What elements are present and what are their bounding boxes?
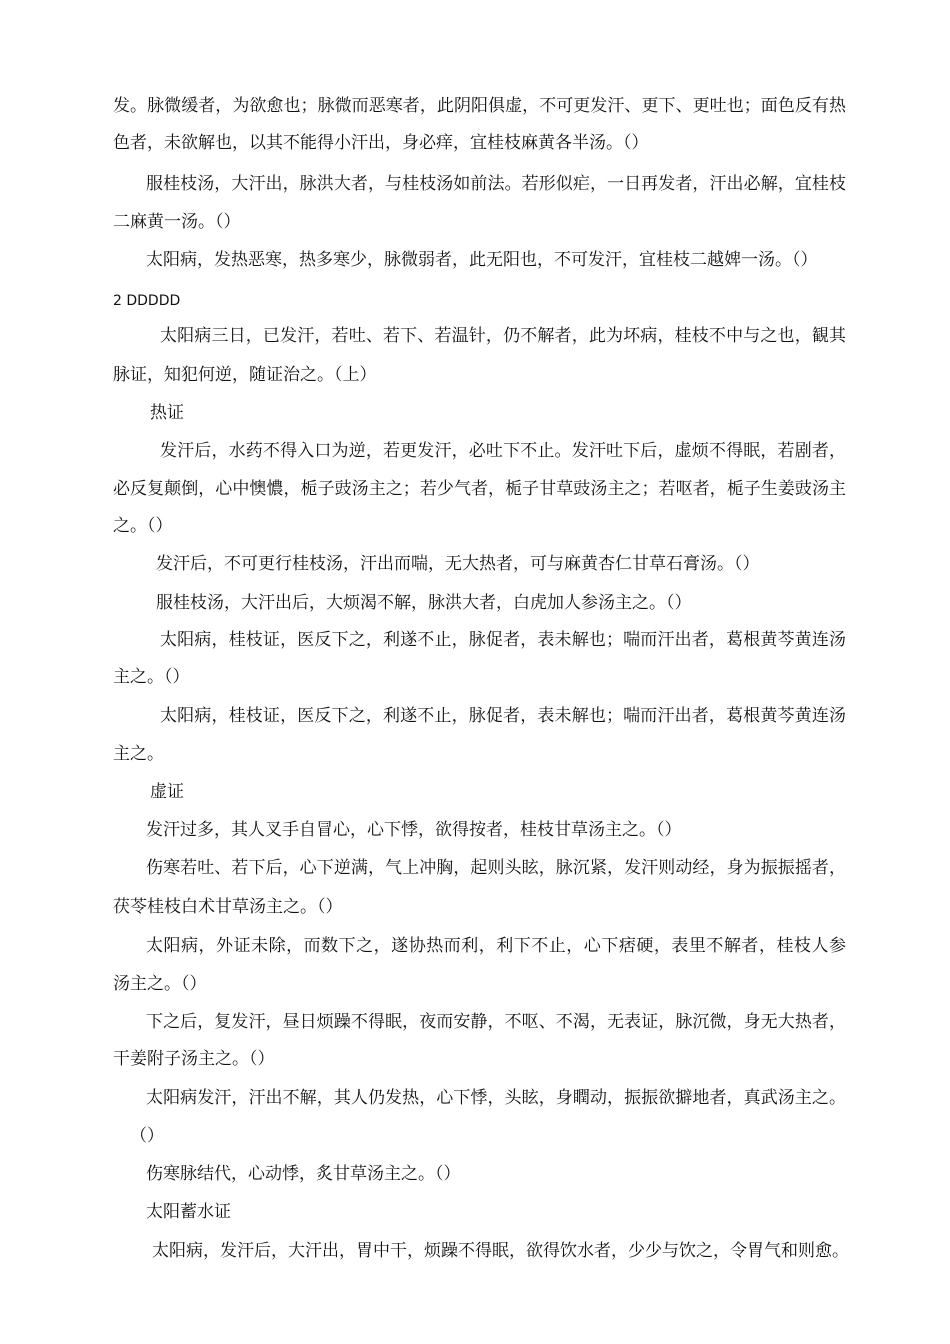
text-line: 太阳病三日，已发汗，若吐、若下、若温针，仍不解者，此为坏病，桂枝不中与之也，観其	[160, 326, 846, 346]
text-line: 主之。	[113, 744, 164, 764]
text-line: （）	[130, 1126, 164, 1146]
section-heading: 太阳蓄水证	[146, 1202, 231, 1222]
text-line: 二麻黄一汤。（）	[113, 212, 241, 232]
text-line: 色者，未欲解也，以其不能得小汗出，身必痒，宜桂枝麻黄各半汤。（）	[113, 133, 649, 153]
text-line: 脉证，知犯何逆，随证治之。（上）	[113, 365, 377, 385]
text-line: 主之。（）	[113, 667, 190, 687]
text-line: 伤寒脉结代，心动悸，炙甘草汤主之。（）	[146, 1164, 461, 1184]
text-line: 发汗后，不可更行桂枝汤，汗出而喘，无大热者，可与麻黄杏仁甘草石膏汤。（）	[156, 554, 760, 574]
text-line: 茯苓桂枝白术甘草汤主之。（）	[113, 897, 343, 917]
text-line: 太阳病发汗，汗出不解，其人仍发热，心下悸，头眩，身瞤动，振振欲擗地者，真武汤主之。	[146, 1088, 846, 1108]
text-line: 发汗后，水药不得入口为逆，若更发汗，必吐下不止。发汗吐下后，虚烦不得眠，若剧者，	[160, 441, 846, 461]
text-line: 必反复颠倒，心中懊憹，栀子豉汤主之；若少气者，栀子甘草豉汤主之；若呕者，栀子生姜豉汤主	[113, 479, 846, 499]
text-line: 下之后，复发汗，昼日烦躁不得眠，夜而安静，不呕、不渴，无表证，脉沉微，身无大热者，	[146, 1012, 846, 1032]
text-line: 之。（）	[113, 516, 173, 536]
text-line: 太阳病，外证未除，而数下之，遂协热而利，利下不止，心下痞硬，表里不解者，桂枝人参	[146, 936, 846, 956]
section-heading: 热证	[150, 403, 184, 423]
text-line: 汤主之。（）	[113, 974, 207, 994]
text-line: 太阳病，桂枝证，医反下之，利遂不止，脉促者，表未解也；喘而汗出者，葛根黄芩黄连汤	[160, 706, 846, 726]
text-line: 太阳病，桂枝证，医反下之，利遂不止，脉促者，表未解也；喘而汗出者，葛根黄芩黄连汤	[160, 630, 846, 650]
text-line: 发。脉微缓者，为欲愈也；脉微而恶寒者，此阴阳俱虚，不可更发汗、更下、更吐也；面色反有热	[113, 96, 846, 116]
text-line: 太阳病，发汗后，大汗出，胃中干，烦躁不得眠，欲得饮水者，少少与饮之，令胃气和则愈。	[152, 1241, 849, 1261]
text-line: 伤寒若吐、若下后，心下逆满，气上冲胸，起则头眩，脉沉紧，发汗则动经，身为振振摇者，	[146, 858, 846, 878]
section-number-heading: 2 DDDDD	[113, 293, 181, 309]
text-line: 服桂枝汤，大汗出后，大烦渴不解，脉洪大者，白虎加人参汤主之。（）	[156, 593, 692, 613]
text-line: 太阳病，发热恶寒，热多寒少，脉微弱者，此无阳也，不可发汗，宜桂枝二越婢一汤。（）	[146, 250, 818, 270]
section-heading: 虚证	[150, 782, 184, 802]
text-line: 发汗过多，其人叉手自冒心，心下悸，欲得按者，桂枝甘草汤主之。（）	[146, 820, 682, 840]
text-line: 服桂枝汤，大汗出，脉洪大者，与桂枝汤如前法。若形似疟，一日再发者，汗出必解，宜桂枝	[146, 174, 846, 194]
text-line: 干姜附子汤主之。（）	[113, 1049, 275, 1069]
